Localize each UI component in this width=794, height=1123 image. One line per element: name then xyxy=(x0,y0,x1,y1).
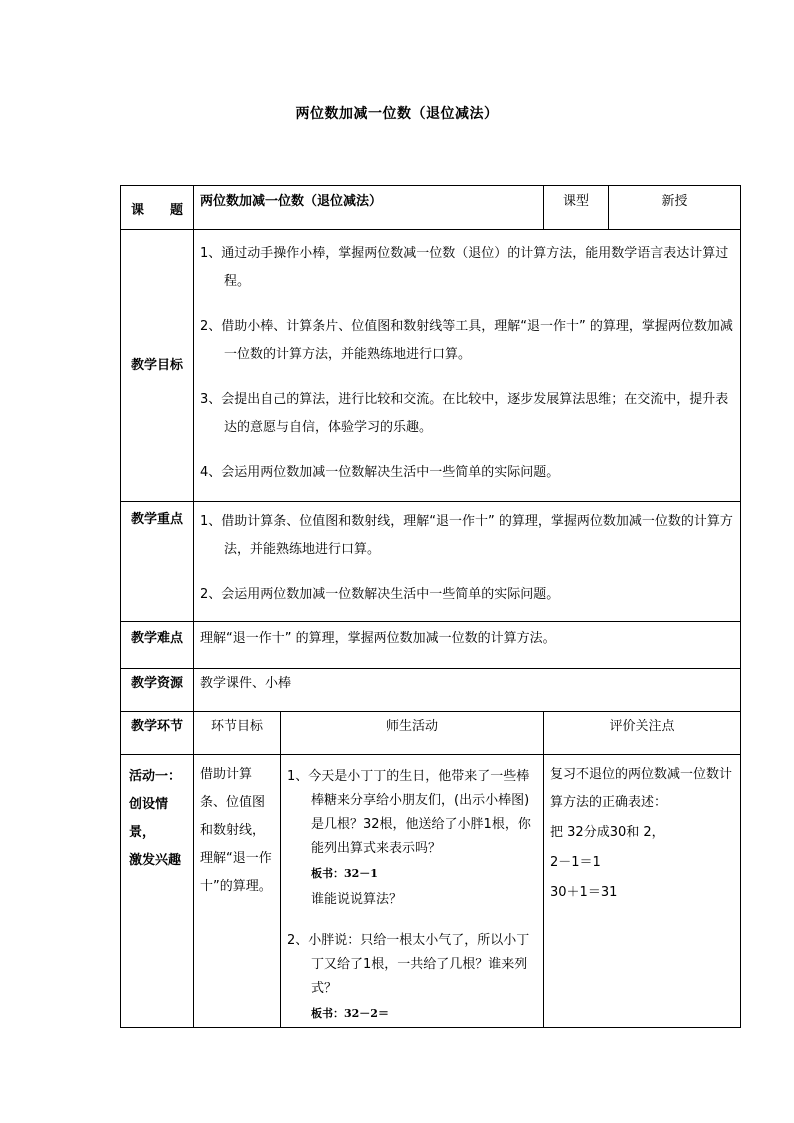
stages-header-row xyxy=(121,712,741,755)
type-label: 课型 xyxy=(544,186,609,230)
goal-item: 1、通过动手操作小棒，掌握两位数减一位数（退位）的计算方法，能用数学语言表达计算过程。 xyxy=(200,246,729,289)
stages-label: 教学环节 xyxy=(121,712,194,755)
goal-item: 3、会提出自己的算法，进行比较和交流。在比较中，逐步发展算法思维；在交流中，提升表达的意愿与自信，体验学习的乐趣。 xyxy=(200,392,729,435)
goals-row xyxy=(121,230,741,502)
page-title: 两位数加减一位数（退位减法） xyxy=(295,106,499,122)
blackboard-note: 板书：32－2＝ xyxy=(311,1007,389,1020)
activity1-label: 活动一： 创设情景， 激发兴趣 xyxy=(121,755,194,1028)
key-point-item: 2、会运用两位数加减一位数解决生活中一些简单的实际问题。 xyxy=(200,587,560,602)
eval-line: 把 32分成30和 2， xyxy=(550,825,665,840)
difficulty-label: 教学难点 xyxy=(121,622,194,669)
resources-label: 教学资源 xyxy=(121,669,194,712)
eval-line: 30＋1＝31 xyxy=(550,885,618,900)
activity1-activities xyxy=(281,755,544,1028)
lesson-plan-table xyxy=(120,185,741,1028)
activity1-goal: 借助计算条、位值图和数射线，理解“退一作十”的算理。 xyxy=(194,755,281,1028)
topic-label: 课 题 xyxy=(121,186,194,230)
col-activity-header: 师生活动 xyxy=(281,712,544,755)
difficulty-row xyxy=(121,622,741,669)
eval-line: 2－1＝1 xyxy=(550,855,601,870)
key-point-item: 1、借助计算条、位值图和数射线，理解“退一作十” 的算理，掌握两位数加减一位数的计算方法，并能熟练地进行口算。 xyxy=(200,514,733,557)
difficulty-content: 理解“退一作十” 的算理，掌握两位数加减一位数的计算方法。 xyxy=(194,622,741,669)
topic-value: 两位数加减一位数（退位减法） xyxy=(194,186,544,230)
goals-content xyxy=(194,230,741,502)
activity1-evaluation xyxy=(544,755,741,1028)
goal-item: 2、借助小棒、计算条片、位值图和数射线等工具，理解“退一作十” 的算理，掌握两位数加减一位数的计算方法，并能熟练地进行口算。 xyxy=(200,319,733,362)
resources-row xyxy=(121,669,741,712)
eval-intro: 复习不退位的两位数减一位数计算方法的正确表述： xyxy=(550,767,733,810)
activity-step: 1、今天是小丁丁的生日，他带来了一些棒棒糖来分享给小朋友们，(出示小棒图)是几根？32根，他送给了小胖1根，你能列出算式来表示吗？ xyxy=(287,769,531,856)
key-points-content xyxy=(194,502,741,622)
blackboard-note: 板书：32－1 xyxy=(311,867,378,880)
type-value: 新授 xyxy=(609,186,741,230)
col-eval-header: 评价关注点 xyxy=(544,712,741,755)
col-goal-header: 环节目标 xyxy=(194,712,281,755)
activity-step: 2、小胖说：只给一根太小气了，所以小丁丁又给了1根，一共给了几根？谁来列式？ xyxy=(287,933,530,996)
key-points-row xyxy=(121,502,741,622)
activity1-row xyxy=(121,755,741,1028)
topic-row xyxy=(121,186,741,230)
goal-item: 4、会运用两位数加减一位数解决生活中一些简单的实际问题。 xyxy=(200,465,560,480)
activity-question: 谁能说说算法？ xyxy=(311,892,403,907)
goals-label: 教学目标 xyxy=(121,230,194,502)
resources-content: 教学课件、小棒 xyxy=(194,669,741,712)
key-points-label: 教学重点 xyxy=(121,502,194,622)
